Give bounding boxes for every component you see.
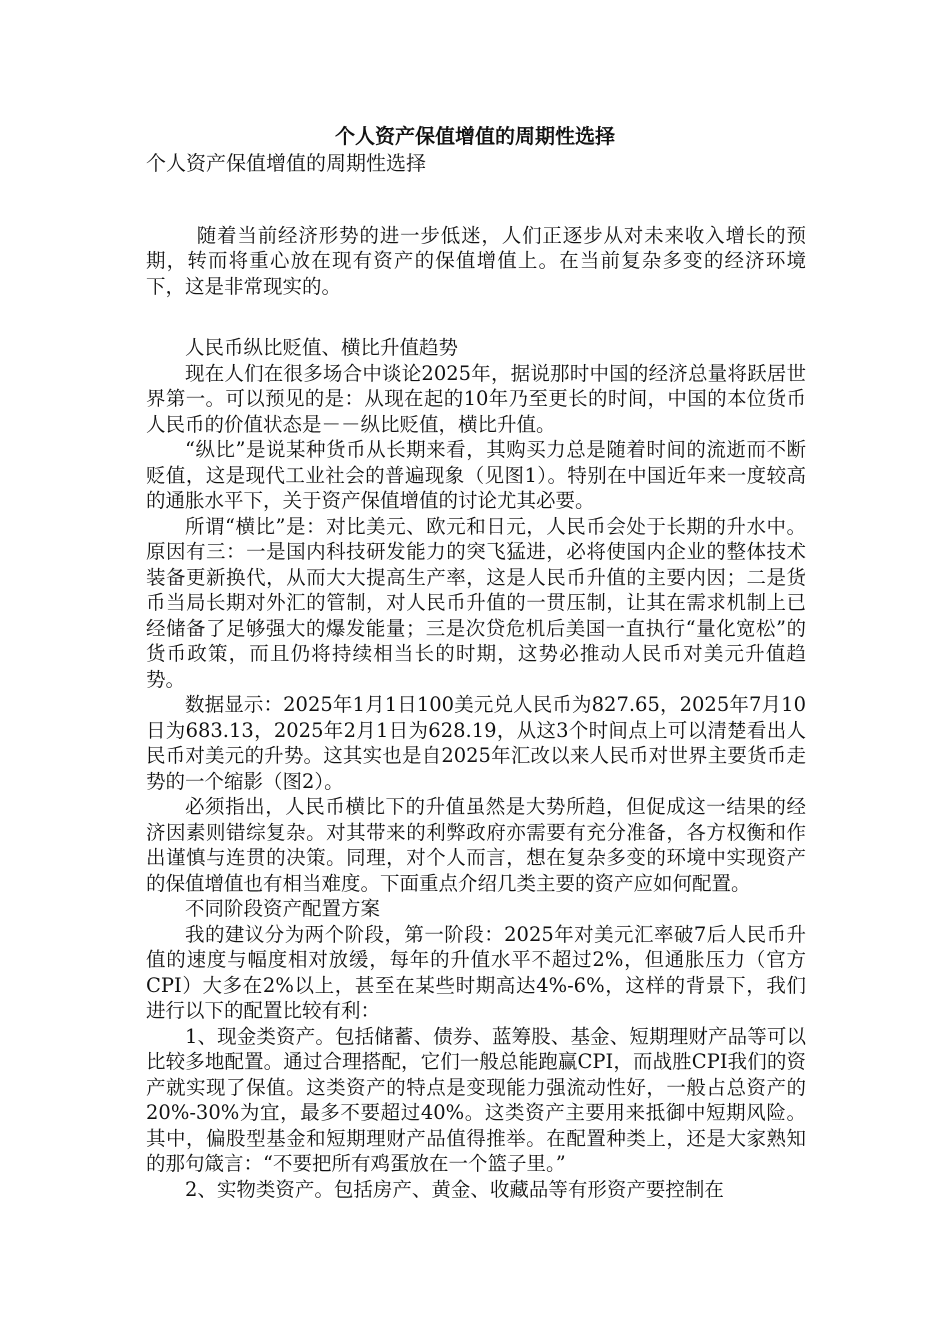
spacer [146,299,806,335]
paragraph: 所谓“横比”是：对比美元、欧元和日元，人民币会处于长期的升水中。原因有三：一是国内科技研发能力的突飞猛进，必将使国内企业的整体技术装备更新换代，从而大大提高生产率，这是人民币升值的主要内因；二是货币当局长期对外汇的管制，对人民币升值的一贯压制，让其在需求机制上已经储备了足够强大的爆发能量；三是次贷危机后美国一直执行“量化宽松”的货币政策，而且仍将持续相当长的时期，这势必推动人民币对美元升值趋势。 [146,514,806,691]
spacer [146,197,806,223]
paragraph: 必须指出，人民币横比下的升值虽然是大势所趋，但促成这一结果的经济因素则错综复杂。对其带来的利弊政府亦需要有充分准备，各方权衡和作出谨慎与连贯的决策。同理，对个人而言，想在复杂多变的环境中实现资产的保值增值也有相当难度。下面重点介绍几类主要的资产应如何配置。 [146,795,806,895]
section-heading-allocation: 不同阶段资产配置方案 [185,897,381,920]
intro-paragraph: 随着当前经济形势的进一步低迷，人们正逐步从对未来收入增长的预期，转而将重心放在现有资产的保值增值上。在当前复杂多变的经济环境下，这是非常现实的。 [146,223,806,298]
document-body [146,197,806,1202]
page-title: 个人资产保值增值的周期性选择 [335,124,615,148]
section-heading-trend: 人民币纵比贬值、横比升值趋势 [185,336,459,359]
paragraph: 我的建议分为两个阶段，第一阶段：2025年对美元汇率破7后人民币升值的速度与幅度相对放缓，每年的升值水平不超过2%，但通胀压力（官方CPI）大多在2%以上，甚至在某些时期高达4%-6%，这样的背景下，我们进行以下的配置比较有利： [146,922,806,1022]
paragraph: 现在人们在很多场合中谈论2025年，据说那时中国的经济总量将跃居世界第一。可以预见的是：从现在起的10年乃至更长的时间，中国的本位货币人民币的价值状态是－－纵比贬值，横比升值。 [146,361,806,436]
page-subtitle: 个人资产保值增值的周期性选择 [146,151,426,175]
paragraph: “纵比”是说某种货币从长期来看，其购买力总是随着时间的流逝而不断贬值，这是现代工业社会的普遍现象（见图1）。特别在中国近年来一度较高的通胀水平下，关于资产保值增值的讨论尤其必要。 [146,438,806,512]
paragraph: 1、现金类资产。包括储蓄、债券、蓝筹股、基金、短期理财产品等可以比较多地配置。通过合理搭配，它们一般总能跑赢CPI，而战胜CPI我们的资产就实现了保值。这类资产的特点是变现能力强流动性好，一般占总资产的20%-30%为宜，最多不要超过40%。这类资产主要用来抵御中短期风险。其中，偏股型基金和短期理财产品值得推举。在配置种类上，还是大家熟知的那句箴言：“不要把所有鸡蛋放在一个篮子里。” [146,1024,806,1175]
paragraph: 2、实物类资产。包括房产、黄金、收藏品等有形资产要控制在 [185,1177,724,1201]
paragraph: 数据显示：2025年1月1日100美元兑人民币为827.65，2025年7月10日为683.13，2025年2月1日为628.19，从这3个时间点上可以清楚看出人民币对美元的升势。这其实也是自2025年汇改以来人民币对世界主要货币走势的一个缩影（图2）。 [146,693,806,793]
